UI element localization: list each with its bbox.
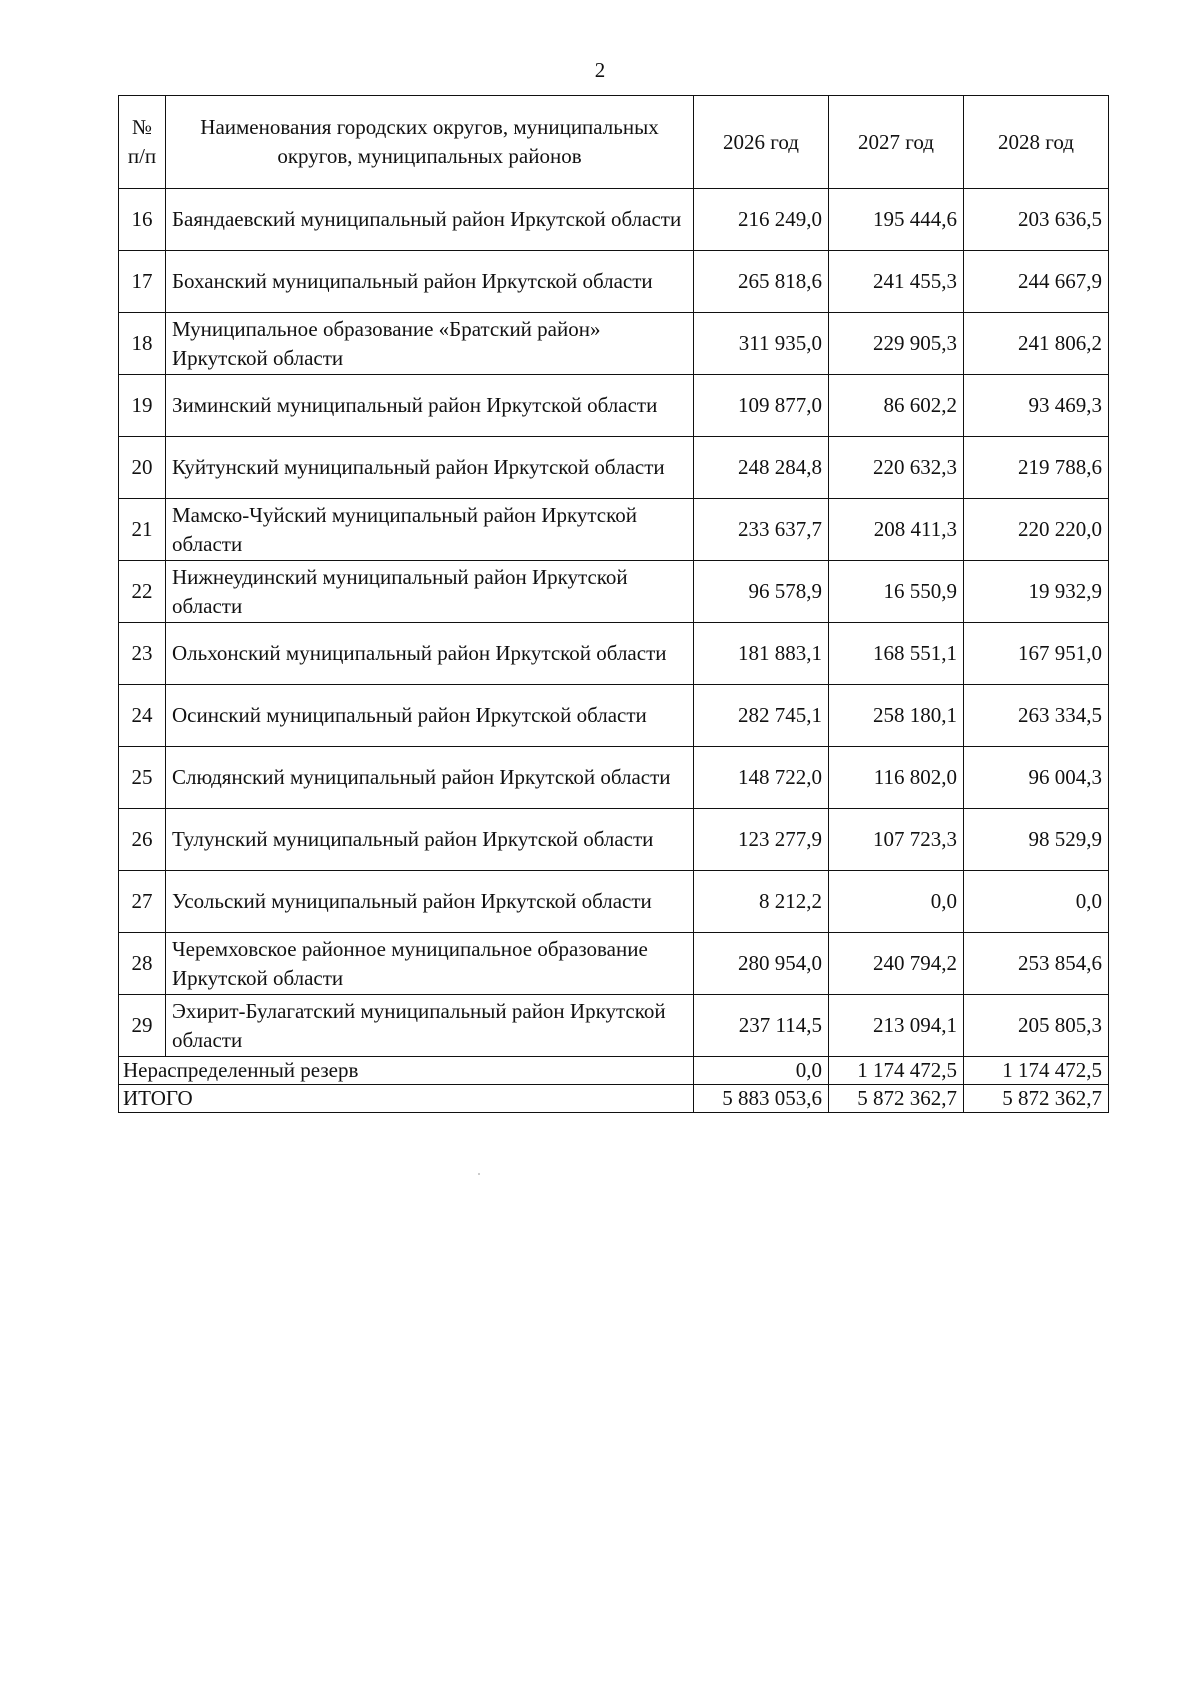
reserve-2026: 0,0 xyxy=(694,1057,829,1085)
table-row xyxy=(119,685,1109,747)
table-row xyxy=(119,499,1109,561)
row-num: 19 xyxy=(119,375,166,437)
row-name: Муниципальное образование «Братский район» Иркутской области xyxy=(166,313,694,375)
row-value-2026: 311 935,0 xyxy=(694,313,829,375)
row-value-2028: 167 951,0 xyxy=(964,623,1109,685)
row-num: 18 xyxy=(119,313,166,375)
row-name: Ольхонский муниципальный район Иркутской области xyxy=(166,623,694,685)
row-num: 22 xyxy=(119,561,166,623)
total-2026: 5 883 053,6 xyxy=(694,1085,829,1113)
row-value-2026: 233 637,7 xyxy=(694,499,829,561)
table-row xyxy=(119,623,1109,685)
table-row xyxy=(119,189,1109,251)
table-row xyxy=(119,933,1109,995)
row-value-2026: 148 722,0 xyxy=(694,747,829,809)
row-value-2027: 240 794,2 xyxy=(829,933,964,995)
row-value-2028: 244 667,9 xyxy=(964,251,1109,313)
row-value-2028: 205 805,3 xyxy=(964,995,1109,1057)
table-row xyxy=(119,437,1109,499)
total-2028: 5 872 362,7 xyxy=(964,1085,1109,1113)
row-value-2026: 8 212,2 xyxy=(694,871,829,933)
row-num: 29 xyxy=(119,995,166,1057)
table-row xyxy=(119,995,1109,1057)
row-name: Зиминский муниципальный район Иркутской области xyxy=(166,375,694,437)
row-value-2028: 203 636,5 xyxy=(964,189,1109,251)
row-num: 17 xyxy=(119,251,166,313)
row-num: 21 xyxy=(119,499,166,561)
row-num: 20 xyxy=(119,437,166,499)
row-value-2026: 109 877,0 xyxy=(694,375,829,437)
row-name: Слюдянский муниципальный район Иркутской области xyxy=(166,747,694,809)
total-row xyxy=(119,1085,1109,1113)
row-value-2027: 168 551,1 xyxy=(829,623,964,685)
table-row xyxy=(119,809,1109,871)
reserve-2027: 1 174 472,5 xyxy=(829,1057,964,1085)
table-row xyxy=(119,375,1109,437)
row-num: 23 xyxy=(119,623,166,685)
header-name: Наименования городских округов, муниципальных округов, муниципальных районов xyxy=(166,96,694,189)
row-value-2027: 116 802,0 xyxy=(829,747,964,809)
row-value-2028: 220 220,0 xyxy=(964,499,1109,561)
row-value-2028: 263 334,5 xyxy=(964,685,1109,747)
row-num: 28 xyxy=(119,933,166,995)
row-value-2027: 208 411,3 xyxy=(829,499,964,561)
row-value-2027: 258 180,1 xyxy=(829,685,964,747)
table-header-row xyxy=(119,96,1109,189)
header-2028: 2028 год xyxy=(964,96,1109,189)
table-row xyxy=(119,313,1109,375)
header-num: № п/п xyxy=(119,96,166,189)
table-row xyxy=(119,561,1109,623)
scan-speck xyxy=(478,1173,480,1175)
table-row xyxy=(119,747,1109,809)
total-label: ИТОГО xyxy=(119,1085,694,1113)
row-value-2026: 181 883,1 xyxy=(694,623,829,685)
row-name: Осинский муниципальный район Иркутской области xyxy=(166,685,694,747)
total-2027: 5 872 362,7 xyxy=(829,1085,964,1113)
row-value-2028: 219 788,6 xyxy=(964,437,1109,499)
row-name: Мамско-Чуйский муниципальный район Иркутской области xyxy=(166,499,694,561)
row-value-2027: 241 455,3 xyxy=(829,251,964,313)
row-value-2027: 107 723,3 xyxy=(829,809,964,871)
reserve-row xyxy=(119,1057,1109,1085)
row-num: 16 xyxy=(119,189,166,251)
row-value-2028: 93 469,3 xyxy=(964,375,1109,437)
row-value-2026: 237 114,5 xyxy=(694,995,829,1057)
row-num: 24 xyxy=(119,685,166,747)
row-value-2028: 98 529,9 xyxy=(964,809,1109,871)
row-value-2026: 216 249,0 xyxy=(694,189,829,251)
row-value-2028: 96 004,3 xyxy=(964,747,1109,809)
row-value-2027: 86 602,2 xyxy=(829,375,964,437)
row-name: Нижнеудинский муниципальный район Иркутской области xyxy=(166,561,694,623)
row-num: 25 xyxy=(119,747,166,809)
page-number: 2 xyxy=(594,58,606,82)
row-value-2026: 96 578,9 xyxy=(694,561,829,623)
row-value-2026: 282 745,1 xyxy=(694,685,829,747)
row-name: Баяндаевский муниципальный район Иркутской области xyxy=(166,189,694,251)
row-num: 26 xyxy=(119,809,166,871)
row-value-2028: 241 806,2 xyxy=(964,313,1109,375)
row-value-2026: 248 284,8 xyxy=(694,437,829,499)
row-value-2027: 16 550,9 xyxy=(829,561,964,623)
row-value-2028: 0,0 xyxy=(964,871,1109,933)
budget-table xyxy=(118,95,1109,1113)
table-row xyxy=(119,251,1109,313)
row-name: Усольский муниципальный район Иркутской области xyxy=(166,871,694,933)
reserve-2028: 1 174 472,5 xyxy=(964,1057,1109,1085)
row-name: Черемховское районное муниципальное образование Иркутской области xyxy=(166,933,694,995)
reserve-label: Нераспределенный резерв xyxy=(119,1057,694,1085)
row-value-2027: 213 094,1 xyxy=(829,995,964,1057)
row-value-2026: 265 818,6 xyxy=(694,251,829,313)
header-2026: 2026 год xyxy=(694,96,829,189)
table-body xyxy=(119,189,1109,1057)
row-name: Куйтунский муниципальный район Иркутской области xyxy=(166,437,694,499)
row-value-2027: 220 632,3 xyxy=(829,437,964,499)
row-value-2027: 229 905,3 xyxy=(829,313,964,375)
row-value-2026: 123 277,9 xyxy=(694,809,829,871)
row-value-2027: 195 444,6 xyxy=(829,189,964,251)
row-value-2026: 280 954,0 xyxy=(694,933,829,995)
table-row xyxy=(119,871,1109,933)
header-2027: 2027 год xyxy=(829,96,964,189)
row-value-2028: 19 932,9 xyxy=(964,561,1109,623)
row-value-2028: 253 854,6 xyxy=(964,933,1109,995)
row-num: 27 xyxy=(119,871,166,933)
row-name: Боханский муниципальный район Иркутской области xyxy=(166,251,694,313)
row-name: Тулунский муниципальный район Иркутской области xyxy=(166,809,694,871)
row-value-2027: 0,0 xyxy=(829,871,964,933)
row-name: Эхирит-Булагатский муниципальный район Иркутской области xyxy=(166,995,694,1057)
